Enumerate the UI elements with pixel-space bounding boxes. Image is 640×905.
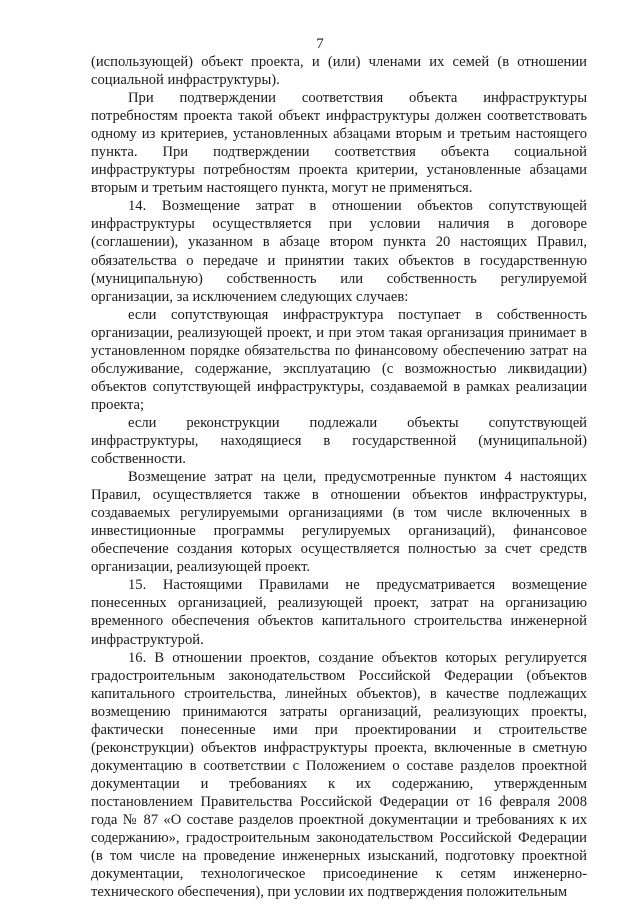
paragraph-exception-1: если сопутствующая инфраструктура поступает в собственность организации, реализующей проект, и при этом такая организация принимает в установленном порядке обязательства по финансовому обеспечению затрат на обслуживание, содержание, эксплуатацию (с возможностью ликвидации) объектов сопутствующей инфраструктуры, создаваемой в рамках реализации проекта;	[91, 306, 587, 413]
paragraph-exception-2: если реконструкции подлежали объекты сопутствующей инфраструктуры, находящиеся в государственной (муниципальной) собственности.	[91, 414, 587, 468]
paragraph-item-16: 16. В отношении проектов, создание объектов которых регулируется градостроительным законодательством Российской Федерации (объектов капитального строительства, линейных объектов), в качестве подлежащих возмещению принимаются затраты организаций, реализующих проекты, фактически понесенные ими при проектировании и строительстве (реконструкции) объектов инфраструктуры проекта, включенные в сметную документацию в соответствии с Положением о составе разделов проектной документации и требованиях к их содержанию, утвержденным постановлением Правительства Российской Федерации от 16 февраля 2008 года № 87 «О составе разделов проектной документации и требованиях к их содержанию», градостроительным законодательством Российской Федерации (в том числе на проведение инженерных изысканий, подготовку проектной документации, технологическое присоединение к сетям инженерно-технического обеспечения), при условии их подтверждения положительным	[91, 649, 587, 901]
paragraph-item-14: 14. Возмещение затрат в отношении объектов сопутствующей инфраструктуры осуществляется при условии наличия в договоре (соглашении), указанном в абзаце втором пункта 20 настоящих Правил, обязательства о передаче и принятии таких объектов в государственную (муниципальную) собственность или собственность регулируемой организации, за исключением следующих случаев:	[91, 198, 587, 305]
page-number: 7	[316, 36, 324, 52]
paragraph-continuation: (использующей) объект проекта, и (или) членами их семей (в отношении социальной инфраструктуры).	[91, 54, 587, 89]
paragraph-cost-reimbursement: Возмещение затрат на цели, предусмотренные пунктом 4 настоящих Правил, осуществляется также в отношении объектов инфраструктуры, создаваемых регулируемыми организациями (в том числе включенных в инвестиционные программы регулируемых организаций), финансовое обеспечение создания которых осуществляется полностью за счет средств организации, реализующей проект.	[91, 469, 587, 576]
document-body	[91, 53, 587, 901]
paragraph-infrastructure-confirmation: При подтверждении соответствия объекта инфраструктуры потребностям проекта такой объект инфраструктуры должен соответствовать одному из критериев, установленных абзацами вторым и третьим настоящего пункта. При подтверждении соответствия объекта социальной инфраструктуры потребностям проекта критерии, установленные абзацами вторым и третьим настоящего пункта, могут не применяться.	[91, 90, 587, 197]
paragraph-item-15: 15. Настоящими Правилами не предусматривается возмещение понесенных организацией, реализующей проект, затрат на организацию временного обеспечения объектов капитального строительства инженерной инфраструктурой.	[91, 577, 587, 648]
